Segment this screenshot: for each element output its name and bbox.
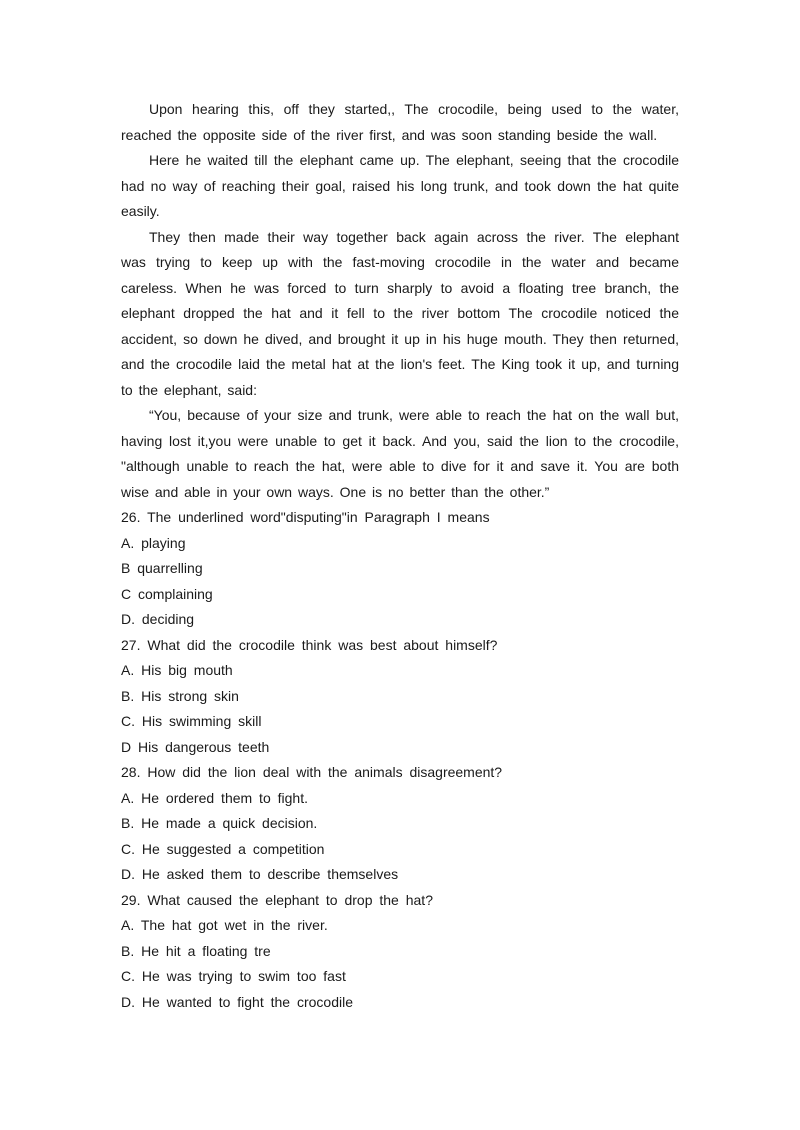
document-page — [121, 97, 679, 1015]
question-29 — [121, 888, 679, 1016]
answer-option: C. He suggested a competition — [121, 840, 325, 857]
answer-option: A. He ordered them to fight. — [121, 789, 308, 806]
question-28 — [121, 760, 679, 888]
passage-paragraph-1: Upon hearing this, off they started,, The crocodile, being used to the water, reached the opposite side of the river first, and was soon standing beside the wall. — [121, 101, 679, 143]
question-26 — [121, 505, 679, 633]
answer-option: A. playing — [121, 534, 186, 551]
answer-option: B quarrelling — [121, 560, 203, 576]
answer-option: D His dangerous teeth — [121, 738, 270, 755]
answer-option: B. His strong skin — [121, 687, 239, 704]
answer-option: C complaining — [121, 585, 213, 602]
answer-option: A. His big mouth — [121, 662, 233, 678]
question-stem: 27. What did the crocodile think was best about himself? — [121, 636, 498, 653]
question-stem: 29. What caused the elephant to drop the hat? — [121, 891, 433, 908]
answer-option: D. He wanted to fight the crocodile — [121, 993, 354, 1010]
answer-option: A. The hat got wet in the river. — [121, 917, 328, 933]
question-stem: 28. How did the lion deal with the animals disagreement? — [121, 764, 503, 780]
question-27 — [121, 633, 679, 761]
answer-option: C. His swimming skill — [121, 713, 262, 729]
passage-paragraph-4: “You, because of your size and trunk, were able to reach the hat on the wall but, having lost it,you were unable to get it back. And you, said the lion to the crocodile, "although unable to reach the hat, were able to dive for it and save it. You are both wise and able in your own ways. One is no better than the other.” — [121, 407, 679, 500]
answer-option: D. He asked them to describe themselves — [121, 866, 399, 882]
answer-option: D. deciding — [121, 611, 195, 627]
answer-option: C. He was trying to swim too fast — [121, 968, 346, 984]
passage-paragraph-2: Here he waited till the elephant came up. The elephant, seeing that the crocodile had no way of reaching their goal, raised his long trunk, and took down the hat quite easily. — [121, 152, 679, 219]
passage-paragraph-3: They then made their way together back again across the river. The elephant was trying to keep up with the fast-moving crocodile in the water and became careless. When he was forced to turn sharply to avoid a floating tree branch, the elephant dropped the hat and it fell to the river bottom The crocodile noticed the accident, so down he dived, and brought it up in his huge mouth. They then returned, and the crocodile laid the metal hat at the lion's feet. The King took it up, and turning to the elephant, said: — [121, 228, 679, 398]
answer-option: B. He made a quick decision. — [121, 815, 318, 831]
question-stem: 26. The underlined word"disputing"in Paragraph I means — [121, 509, 490, 525]
answer-option: B. He hit a floating tre — [121, 942, 271, 959]
